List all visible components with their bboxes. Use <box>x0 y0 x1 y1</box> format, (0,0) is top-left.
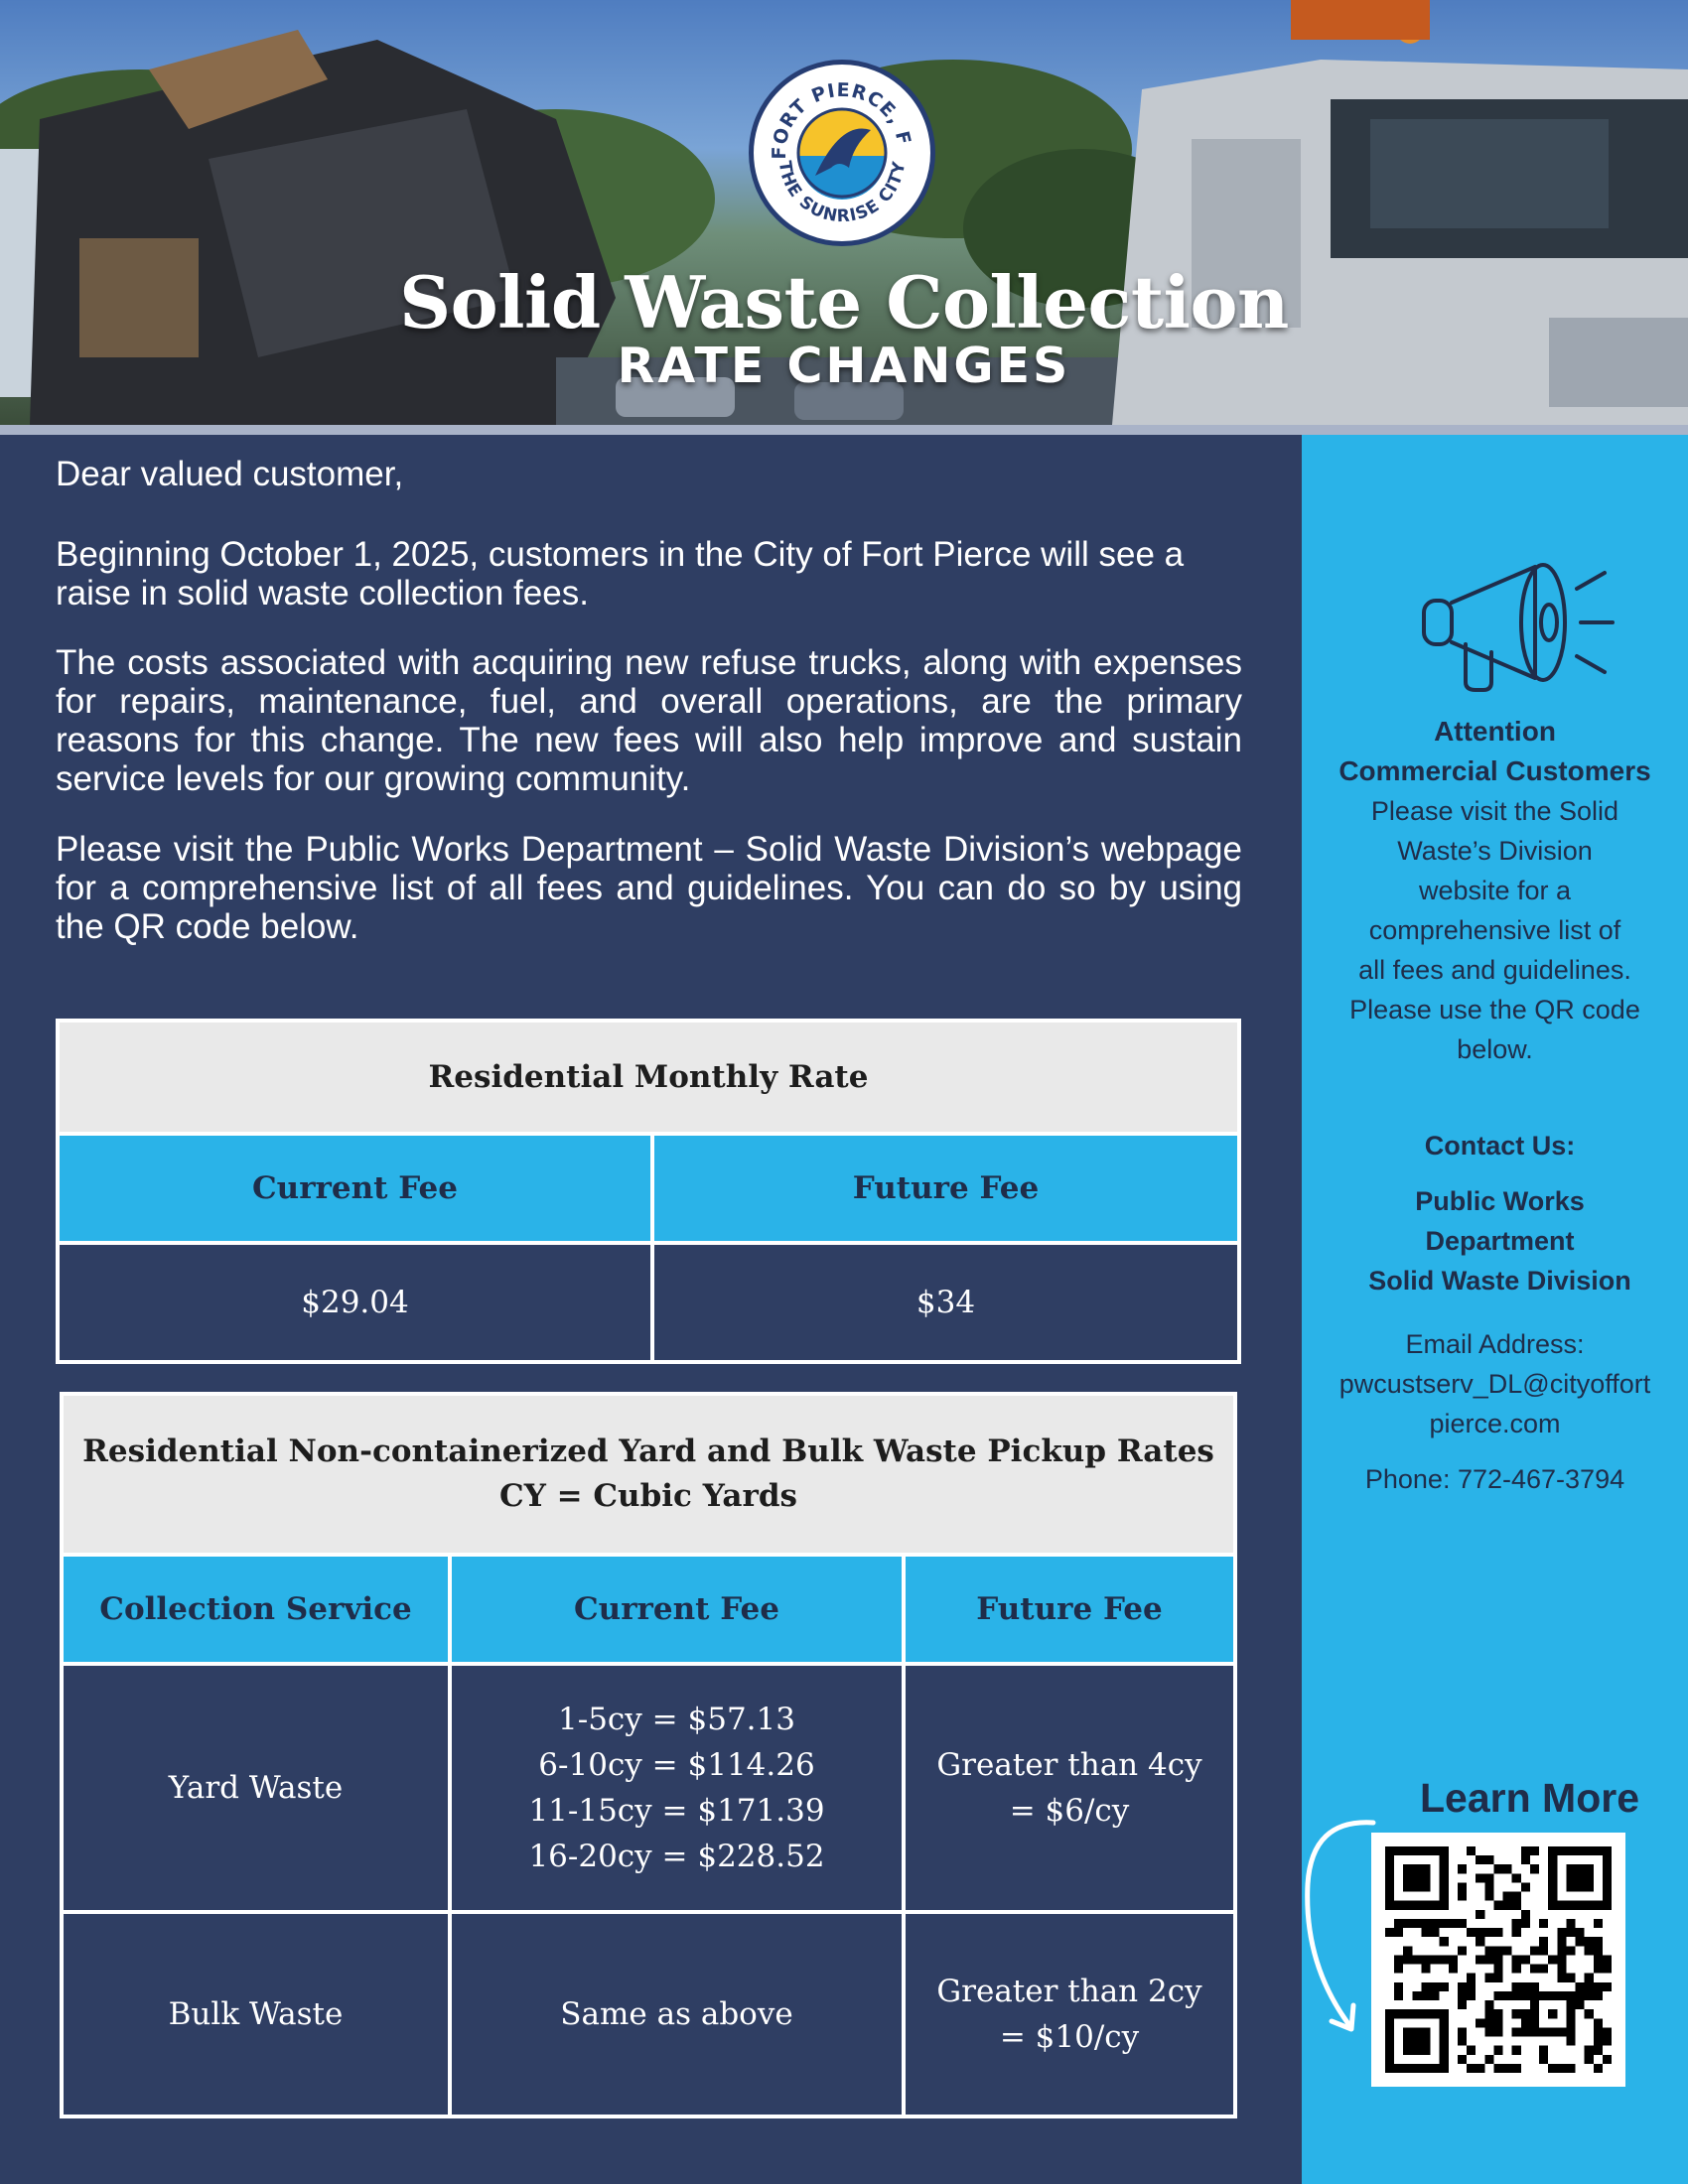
bulk-col-future: Future Fee <box>906 1557 1233 1662</box>
sailfish-sun-logo <box>754 65 930 241</box>
yard-rate-line: 11-15cy = $171.39 <box>528 1793 825 1829</box>
bulk-future-line: Greater than 2cy <box>936 1974 1202 2009</box>
curved-arrow-icon <box>1302 1805 1381 2063</box>
bulk-future-line: = $10/cy <box>999 2019 1140 2055</box>
email-address[interactable] <box>1302 1364 1688 1443</box>
department-name <box>1302 1181 1688 1300</box>
monthly-col-future: Future Fee <box>654 1136 1237 1241</box>
phone-number[interactable]: Phone: 772-467-3794 <box>1364 1464 1625 1494</box>
yard-future-line: = $6/cy <box>1009 1793 1130 1829</box>
email-line[interactable]: pierce.com <box>1429 1409 1561 1438</box>
department-line: Solid Waste Division <box>1368 1266 1631 1296</box>
monthly-future-fee: $34 <box>654 1245 1237 1360</box>
commercial-sidebar <box>1302 435 1688 2184</box>
logo-bottom-text: THE SUNRISE CITY <box>774 159 911 227</box>
email-label: Email Address: <box>1405 1329 1585 1359</box>
page-title: Solid Waste Collection <box>399 260 1289 344</box>
attention-body-line: Waste’s Division <box>1397 836 1593 866</box>
attention-body-line: Please visit the Solid <box>1370 796 1619 826</box>
department-line: Public Works <box>1415 1186 1585 1216</box>
yard-rate-line: 6-10cy = $114.26 <box>538 1747 815 1783</box>
yard-waste-service: Yard Waste <box>64 1666 448 1910</box>
learn-more-heading: Learn More <box>1420 1775 1639 1821</box>
monthly-rate-table <box>56 1019 1241 1364</box>
attention-body-line: website for a <box>1418 876 1572 905</box>
bulk-table-title-line2: CY = Cubic Yards <box>499 1478 797 1514</box>
yard-bulk-rate-table <box>60 1392 1237 2118</box>
bulk-waste-service: Bulk Waste <box>64 1914 448 2115</box>
page-subtitle: RATE CHANGES <box>617 338 1071 394</box>
bulk-waste-future-fee <box>906 1914 1233 2115</box>
visit-paragraph: Please visit the Public Works Department – Solid Waste Division’s webpage for a comprehensive list of all fees and guidelines. You can do so by using the QR code below. <box>56 830 1242 946</box>
attention-body <box>1302 791 1688 1069</box>
letter-section <box>0 435 1302 2184</box>
attention-heading: Attention <box>1434 716 1556 747</box>
yard-rate-line: 16-20cy = $228.52 <box>528 1839 825 1874</box>
bulk-waste-current-fee: Same as above <box>452 1914 902 2115</box>
contact-heading: Contact Us: <box>1424 1131 1576 1160</box>
header-banner <box>0 0 1688 425</box>
attention-body-line: all fees and guidelines. <box>1358 955 1631 985</box>
megaphone-icon <box>1416 549 1615 698</box>
attention-subheading: Commercial Customers <box>1338 755 1651 786</box>
yard-future-line: Greater than 4cy <box>936 1747 1202 1783</box>
monthly-col-current: Current Fee <box>60 1136 650 1241</box>
greeting: Dear valued customer, <box>56 455 404 493</box>
bulk-table-title-line1: Residential Non-containerized Yard and Bulk Waste Pickup Rates <box>82 1433 1214 1469</box>
attention-body-line: below. <box>1457 1034 1533 1064</box>
monthly-current-fee: $29.04 <box>60 1245 650 1360</box>
intro-paragraph: Beginning October 1, 2025, customers in the City of Fort Pierce will see a raise in solid waste collection fees. <box>56 535 1185 613</box>
logo-top-text: FORT PIERCE, F <box>768 78 915 160</box>
bulk-table-title <box>64 1396 1233 1553</box>
header-divider <box>0 425 1688 435</box>
city-logo <box>749 60 935 246</box>
department-line: Department <box>1425 1226 1575 1256</box>
reasons-paragraph: The costs associated with acquiring new refuse trucks, along with expenses for repairs, maintenance, fuel, and overall operations, are the primary reasons for this change. The new fees will also help improve and sustain service levels for our growing community. <box>56 643 1242 798</box>
bulk-col-current: Current Fee <box>452 1557 902 1662</box>
yard-waste-future-fee <box>906 1666 1233 1910</box>
attention-body-line: Please use the QR code <box>1349 995 1640 1024</box>
email-line[interactable]: pwcustserv_DL@cityoffort <box>1338 1369 1651 1399</box>
yard-waste-current-fee <box>452 1666 902 1910</box>
attention-body-line: comprehensive list of <box>1368 915 1621 945</box>
bulk-col-service: Collection Service <box>64 1557 448 1662</box>
yard-rate-line: 1-5cy = $57.13 <box>558 1702 795 1737</box>
qr-code[interactable] <box>1371 1833 1625 2087</box>
monthly-table-title: Residential Monthly Rate <box>60 1023 1237 1132</box>
